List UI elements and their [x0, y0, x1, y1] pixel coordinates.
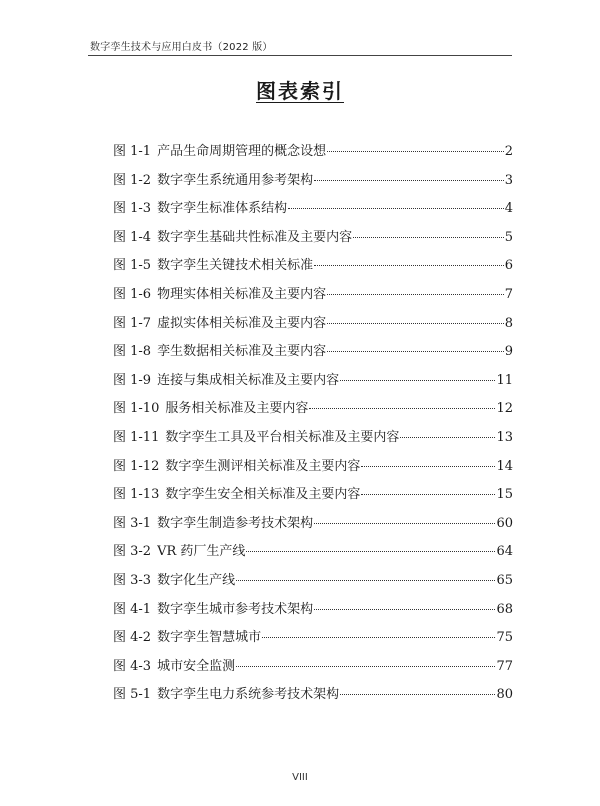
toc-entry-page: 68 [496, 601, 513, 617]
toc-entry-label: 图 3-2 [113, 544, 152, 560]
toc-entry-label: 图 1-12 [113, 458, 160, 474]
toc-entry-page: 15 [496, 487, 513, 503]
toc-entry-page: 64 [496, 544, 513, 560]
toc-dot-leader [327, 294, 504, 295]
toc-entry-page: 3 [504, 172, 513, 188]
toc-entry-label: 图 1-5 [113, 258, 152, 274]
toc-dot-leader [314, 265, 504, 266]
toc-entry-page: 75 [496, 630, 513, 646]
toc-entry-label: 图 1-1 [113, 144, 152, 159]
toc-entry-title: 数字孪生测评相关标准及主要内容 [165, 458, 361, 474]
toc-entry-label: 图 1-2 [113, 172, 152, 188]
toc-dot-leader [340, 380, 495, 381]
toc-entry-label: 图 3-3 [113, 572, 152, 588]
toc-entry[interactable] [113, 626, 513, 655]
toc-dot-leader [309, 408, 495, 409]
toc-entry[interactable] [113, 369, 513, 398]
toc-entry-label: 图 4-3 [113, 658, 152, 674]
toc-dot-leader [314, 180, 504, 181]
header-title: 数字孪生技术与应用白皮书（2022 版） [90, 42, 273, 53]
page-title [0, 75, 600, 104]
toc-dot-leader [236, 580, 495, 581]
toc-entry[interactable] [113, 540, 513, 569]
toc-entry-label: 图 4-1 [113, 601, 152, 617]
toc-dot-leader [262, 637, 495, 638]
toc-entry[interactable] [113, 598, 513, 627]
toc-entry-title: 物理实体相关标准及主要内容 [157, 286, 327, 302]
toc-entry-label: 图 1-4 [113, 229, 152, 245]
toc-entry-title: 数字孪生系统通用参考架构 [157, 172, 314, 188]
toc-dot-leader [327, 151, 504, 152]
toc-entry-label: 图 1-11 [113, 429, 160, 445]
toc-entry-title: 数字孪生智慧城市 [157, 630, 262, 646]
toc-entry[interactable] [113, 340, 513, 369]
toc-dot-leader [236, 666, 495, 667]
figure-index-list [113, 140, 513, 712]
toc-entry-label: 图 1-13 [113, 487, 160, 503]
toc-entry-page: 14 [496, 458, 513, 474]
toc-entry-title: VR 药厂生产线 [157, 544, 246, 560]
page-number: VIII [292, 772, 308, 783]
toc-entry[interactable] [113, 683, 513, 712]
toc-entry-page: 2 [504, 144, 513, 159]
toc-entry-title: 数字孪生基础共性标准及主要内容 [157, 229, 353, 245]
toc-entry[interactable] [113, 483, 513, 512]
toc-entry-title: 数字孪生城市参考技术架构 [157, 601, 314, 617]
header-rule [88, 55, 512, 56]
toc-entry[interactable] [113, 655, 513, 684]
toc-entry-label: 图 1-6 [113, 286, 152, 302]
toc-entry[interactable] [113, 140, 513, 169]
toc-entry-title: 数字孪生电力系统参考技术架构 [157, 687, 340, 703]
toc-entry-title: 虚拟实体相关标准及主要内容 [157, 315, 327, 331]
toc-entry-page: 4 [504, 201, 513, 217]
toc-entry-title: 城市安全监测 [157, 658, 236, 674]
toc-entry[interactable] [113, 397, 513, 426]
toc-dot-leader [327, 351, 504, 352]
toc-entry-title: 数字孪生工具及平台相关标准及主要内容 [165, 429, 400, 445]
toc-entry-page: 77 [496, 658, 513, 674]
toc-entry-title: 数字孪生标准体系结构 [157, 201, 288, 217]
toc-dot-leader [327, 323, 504, 324]
toc-dot-leader [400, 437, 495, 438]
toc-entry-page: 5 [504, 229, 513, 245]
running-header [88, 34, 512, 56]
toc-entry-label: 图 1-8 [113, 344, 152, 360]
toc-entry-title: 数字化生产线 [157, 572, 236, 588]
toc-entry-page: 60 [496, 515, 513, 531]
toc-entry-title: 数字孪生制造参考技术架构 [157, 515, 314, 531]
toc-entry-title: 数字孪生关键技术相关标准 [157, 258, 314, 274]
toc-entry-page: 8 [504, 315, 513, 331]
toc-entry-label: 图 3-1 [113, 515, 152, 531]
toc-dot-leader [314, 609, 495, 610]
toc-entry-label: 图 4-2 [113, 630, 152, 646]
toc-entry-page: 13 [496, 429, 513, 445]
toc-entry-label: 图 5-1 [113, 687, 152, 703]
toc-entry[interactable] [113, 455, 513, 484]
toc-dot-leader [246, 551, 495, 552]
toc-entry-label: 图 1-7 [113, 315, 152, 331]
toc-entry-title: 连接与集成相关标准及主要内容 [157, 372, 340, 388]
toc-entry-page: 11 [496, 372, 513, 388]
toc-dot-leader [340, 694, 495, 695]
toc-dot-leader [353, 237, 504, 238]
toc-entry-page: 6 [504, 258, 513, 274]
toc-entry-page: 65 [496, 572, 513, 588]
toc-dot-leader [361, 466, 495, 467]
toc-entry[interactable] [113, 426, 513, 455]
toc-entry[interactable] [113, 312, 513, 341]
toc-entry-label: 图 1-10 [113, 401, 160, 417]
toc-entry[interactable] [113, 254, 513, 283]
toc-entry-page: 12 [496, 401, 513, 417]
toc-entry-page: 9 [504, 344, 513, 360]
toc-dot-leader [288, 208, 504, 209]
toc-entry[interactable] [113, 226, 513, 255]
toc-dot-leader [361, 494, 495, 495]
toc-entry[interactable] [113, 169, 513, 198]
toc-entry-title: 孪生数据相关标准及主要内容 [157, 344, 327, 360]
toc-entry[interactable] [113, 512, 513, 541]
toc-entry-page: 7 [504, 286, 513, 302]
toc-entry-page: 80 [496, 687, 513, 703]
toc-entry-title: 产品生命周期管理的概念设想 [157, 144, 327, 159]
page-title-text: 图表索引 [256, 79, 344, 103]
toc-dot-leader [314, 523, 495, 524]
toc-entry[interactable] [113, 283, 513, 312]
toc-entry[interactable] [113, 197, 513, 226]
toc-entry-label: 图 1-3 [113, 201, 152, 217]
toc-entry-title: 服务相关标准及主要内容 [165, 401, 309, 417]
toc-entry-label: 图 1-9 [113, 372, 152, 388]
toc-entry[interactable] [113, 569, 513, 598]
toc-entry-title: 数字孪生安全相关标准及主要内容 [165, 487, 361, 503]
